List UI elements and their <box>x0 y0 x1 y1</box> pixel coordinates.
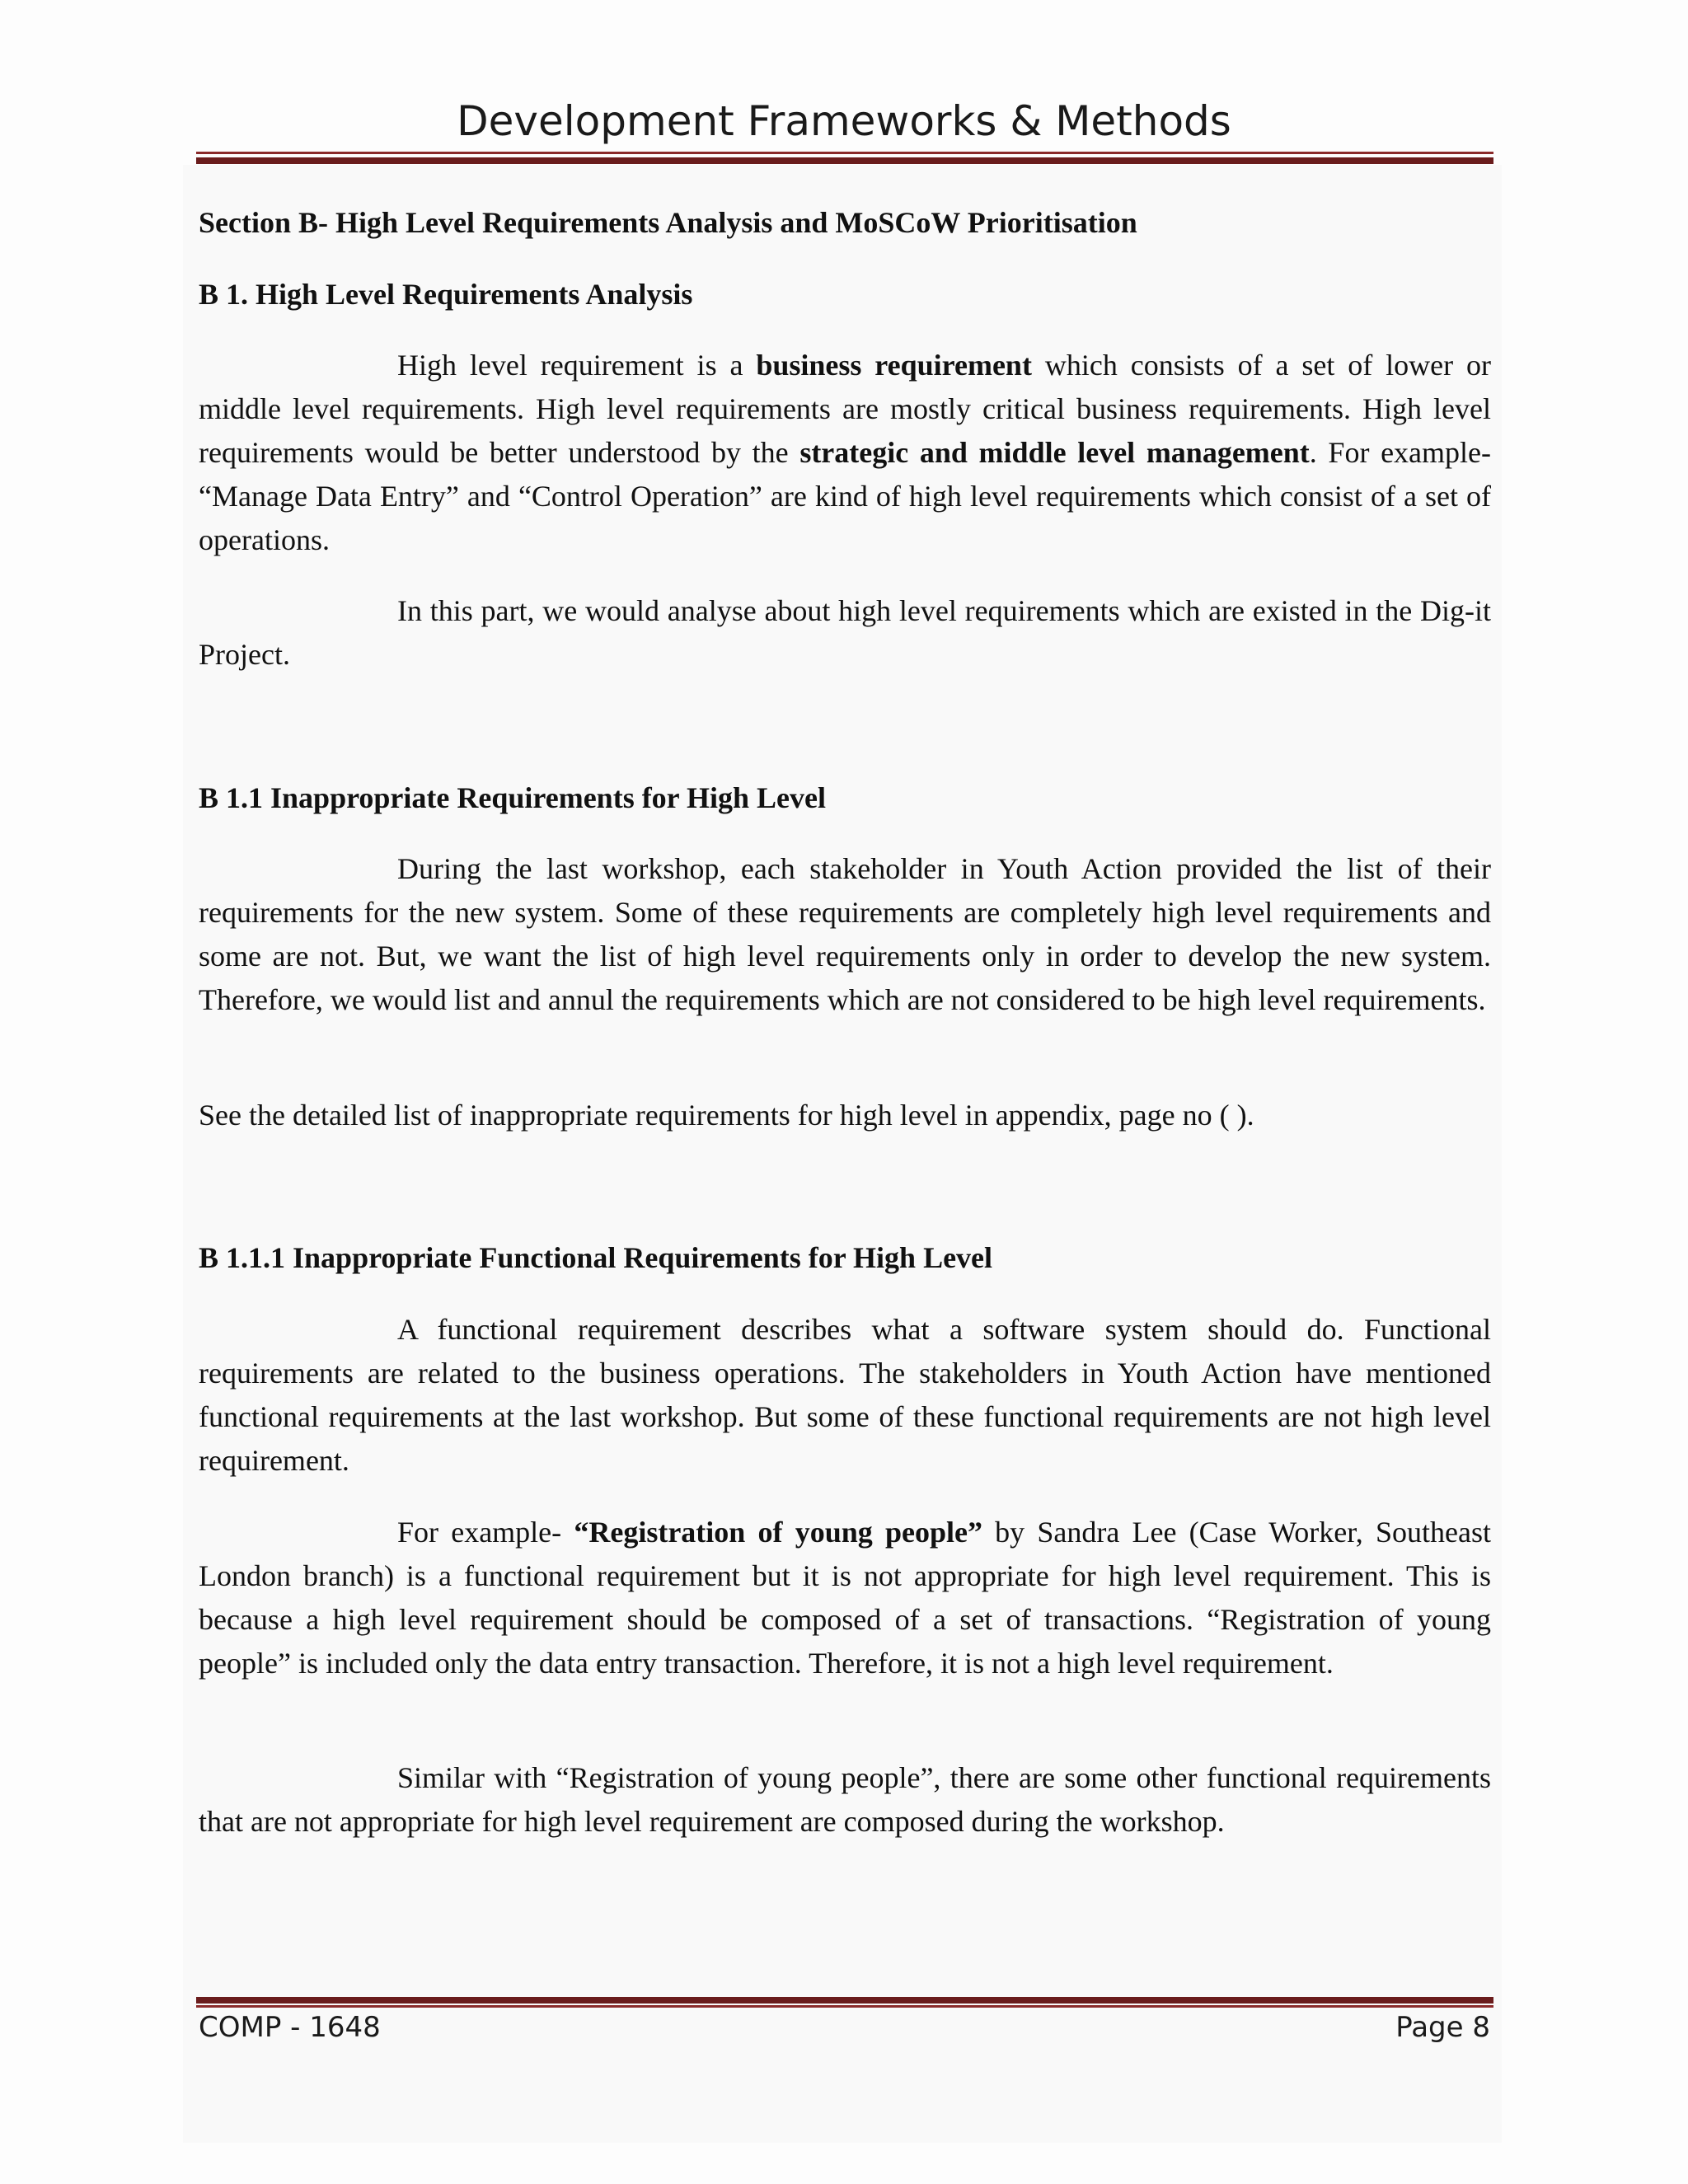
b1-1-1-paragraph-2: For example- “Registration of young people” by Sandra Lee (Case Worker, Southeast London branch) is a functional requirement but it is not appropriate for high level requirement. This is because a high level requirement should be composed of a set of transactions. “Registration of young people” is included only the data entry transaction. Therefore, it is not a high level requirement. <box>199 1516 1491 1680</box>
heading-b1: B 1. High Level Requirements Analysis <box>199 278 693 311</box>
b1-1-paragraph-1: During the last workshop, each stakeholder in Youth Action provided the list of their requirements for the new system. Some of these requirements are completely high level requirements and some are not. But, we want the list of high level requirements only in order to develop the new system. Therefore, we would list and annul the requirements which are not considered to be high level requirements. <box>199 852 1491 1016</box>
footer-page-number: Page 8 <box>1395 2011 1490 2044</box>
header-rule-thin <box>196 152 1493 154</box>
page-header-title: Development Frameworks & Methods <box>457 97 1231 145</box>
b1-1-paragraph-2: See the detailed list of inappropriate requirements for high level in appendix, page no ( ). <box>199 1099 1254 1132</box>
footer-rule-thin <box>196 2005 1493 2008</box>
footer-course-code: COMP - 1648 <box>199 2011 381 2044</box>
section-title: Section B- High Level Requirements Analysis and MoSCoW Prioritisation <box>199 206 1137 239</box>
footer-rule-thick <box>196 1997 1493 2004</box>
b1-paragraph-1: High level requirement is a business requirement which consists of a set of lower or middle level requirements. High level requirements are mostly critical business requirements. High level requirements would be better understood by the strategic and middle level management. For example- “Manage Data Entry” and “Control Operation” are kind of high level requirements which consist of a set of operations. <box>199 349 1491 556</box>
heading-b1-1: B 1.1 Inappropriate Requirements for High Level <box>199 781 827 814</box>
header-rule-thick <box>196 157 1493 164</box>
b1-1-1-paragraph-1: A functional requirement describes what a software system should do. Functional requirements are related to the business operations. The stakeholders in Youth Action have mentioned functional requirements at the last workshop. But some of these functional requirements are not high level requirement. <box>199 1313 1491 1477</box>
b1-1-1-paragraph-3: Similar with “Registration of young people”, there are some other functional requirements that are not appropriate for high level requirement are composed during the workshop. <box>199 1761 1491 1838</box>
heading-b1-1-1: B 1.1.1 Inappropriate Functional Requirements for High Level <box>199 1241 993 1274</box>
b1-paragraph-2: In this part, we would analyse about high level requirements which are existed in the Dig-it Project. <box>199 594 1491 671</box>
